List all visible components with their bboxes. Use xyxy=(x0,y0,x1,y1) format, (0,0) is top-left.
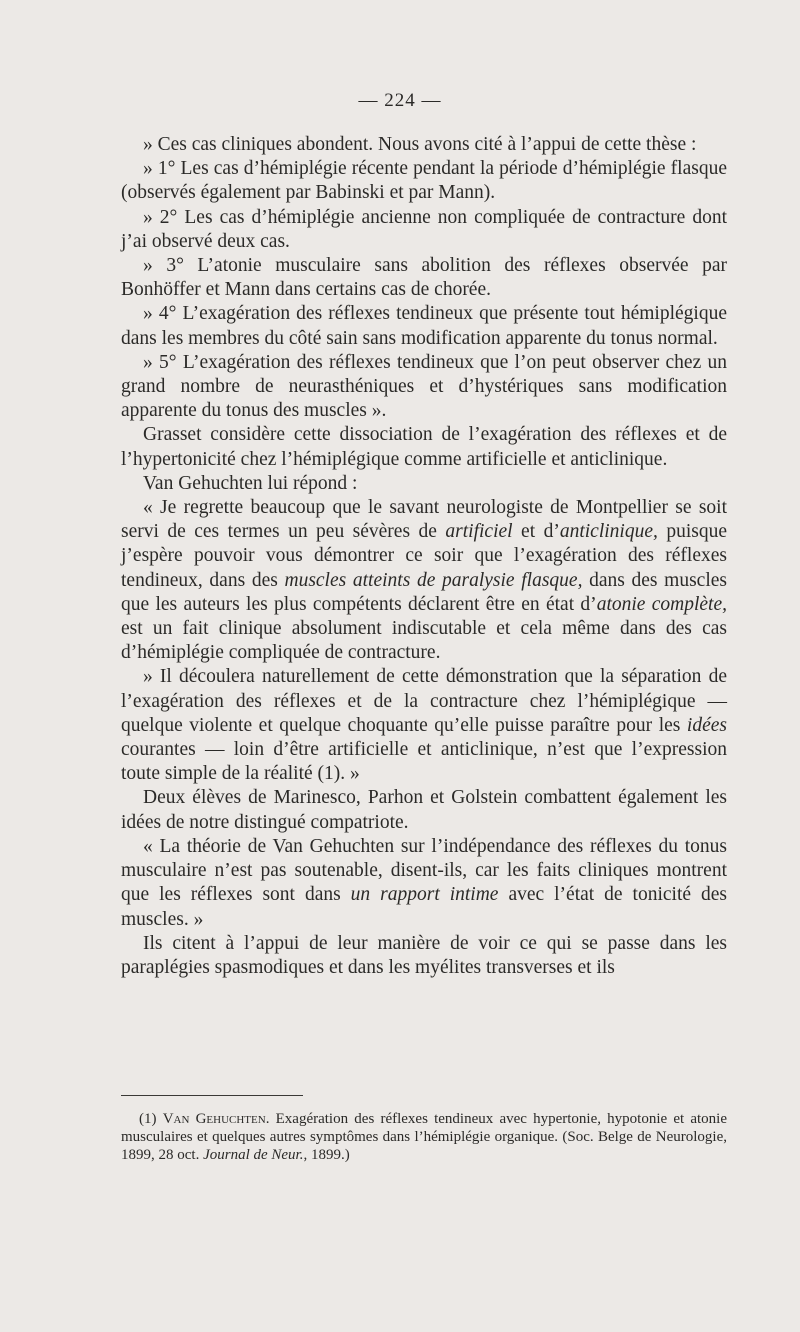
text-run: et d’ xyxy=(512,521,560,543)
text-run: est un fait clinique absolument indiscutable et cela même dans des cas d’hémiplégie compliquée de contracture. xyxy=(121,618,727,664)
text-run: dans des muscles que les auteurs les plus compétents déclarent être en état d’ xyxy=(121,569,727,615)
text-run: courantes — loin d’être artificielle et anticlinique, n’est que l’expression toute simple de la réalité (1). » xyxy=(121,739,727,785)
footnote-text xyxy=(121,1110,727,1164)
text-run: avec l’état de tonicité des muscles. » xyxy=(121,884,728,930)
text-run: puisque j’espère pouvoir vous démontrer ce soir que l’exagération des réflexes tendineux, dans des xyxy=(121,521,727,591)
italic-text: Journal de Neur. xyxy=(203,1147,304,1163)
text-run: « Je regrette beaucoup que le savant neurologiste de Montpellier se soit servi de ces termes un peu sévères de xyxy=(121,497,727,543)
paragraph xyxy=(121,254,727,302)
paragraph xyxy=(121,351,727,424)
paragraph xyxy=(121,496,727,665)
paragraph xyxy=(121,157,727,205)
paragraph xyxy=(121,302,727,350)
paragraph xyxy=(121,665,727,786)
text-run: » 2° Les cas d’hémiplégie ancienne non compliquée de contracture dont j’ai observé deux cas. xyxy=(121,206,727,252)
author-name: Van Gehuchten. xyxy=(162,1111,270,1127)
paragraph xyxy=(121,133,727,157)
italic-text: artificiel xyxy=(445,521,513,543)
footnote-divider xyxy=(121,1095,303,1096)
text-run: » 4° L’exagération des réflexes tendineux que présente tout hémiplégique dans les membres du côté sain sans modification apparente du tonus normal. xyxy=(121,303,727,349)
body-text xyxy=(121,133,727,980)
page-number: — 224 — xyxy=(358,90,442,111)
paragraph xyxy=(121,206,727,254)
italic-text: idées xyxy=(686,714,727,736)
text-run: » 5° L’exagération des réflexes tendineux que l’on peut observer chez un grand nombre de neurasthéniques et d’hystériques sans modification apparente du tonus des muscles ». xyxy=(121,351,727,422)
paragraph xyxy=(121,786,727,834)
paragraph xyxy=(121,472,727,496)
italic-text: anticlinique, xyxy=(559,521,658,543)
italic-text: muscles atteints de paralysie flasque, xyxy=(284,569,583,591)
italic-text: un rapport intime xyxy=(350,884,499,906)
text-run: Van Gehuchten lui répond : xyxy=(143,472,358,494)
text-run: » Il découlera naturellement de cette démonstration que la séparation de l’exagération des réflexes et de la contracture chez l’hémiplégique — quelque violente et quelque choquante qu’elle puisse paraître pour les xyxy=(121,666,727,736)
paragraph xyxy=(121,423,727,471)
text-run: Deux élèves de Marinesco, Parhon et Golstein combattent également les idées de notre distingué compatriote. xyxy=(121,787,727,833)
text-run: » Ces cas cliniques abondent. Nous avons cité à l’appui de cette thèse : xyxy=(143,134,697,155)
text-run: » 1° Les cas d’hémiplégie récente pendant la période d’hémiplégie flasque (observés également par Babinski et par Mann). xyxy=(121,158,727,204)
text-run: Ils citent à l’appui de leur manière de voir ce qui se passe dans les paraplégies spasmodiques et dans les myélites transverses et ils xyxy=(121,932,727,978)
footnote xyxy=(121,1110,727,1164)
paragraph xyxy=(121,932,727,980)
text-run: Grasset considère cette dissociation de l’exagération des réflexes et de l’hypertonicité chez l’hémiplégique comme artificielle et anticlinique. xyxy=(121,424,727,470)
paragraph xyxy=(121,835,727,932)
text-run: (1) xyxy=(139,1111,163,1127)
text-run: « La théorie de Van Gehuchten sur l’indépendance des réflexes du tonus musculaire n’est pas soutenable, disent-ils, car les faits cliniques montrent que les réflexes sont dans xyxy=(121,835,727,906)
text-run: , 1899.) xyxy=(303,1147,350,1163)
italic-text: atonie complète, xyxy=(596,593,727,615)
text-run: Exagération des réflexes tendineux avec hypertonie, hypotonie et atonie musculaires et quelques autres symptômes dans l’hémiplégie organique. (Soc. Belge de Neurologie, 1899, 28 oct. xyxy=(121,1111,728,1163)
text-run: » 3° L’atonie musculaire sans abolition des réflexes observée par Bonhöffer et Mann dans certains cas de chorée. xyxy=(121,255,727,301)
